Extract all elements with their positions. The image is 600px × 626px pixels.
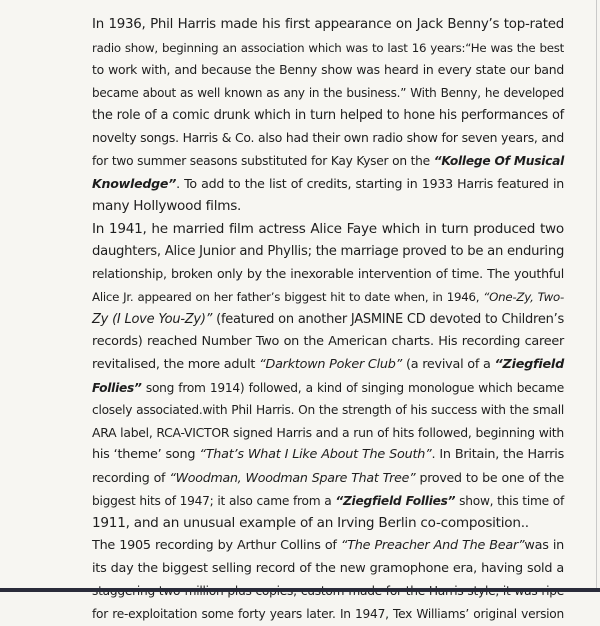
text-line (51, 150, 564, 173)
text-line (51, 241, 564, 264)
title-ziegfield-follies: “Ziegfield Follies” (335, 493, 456, 508)
text-run: . To add to the list of credits, starting in 1933 Harris featured in (176, 175, 564, 191)
title-thats-what: “That’s What I Like About The South” (199, 447, 432, 463)
text-line (51, 354, 564, 377)
text-line (51, 399, 564, 422)
text-line (51, 286, 564, 309)
text-line (51, 422, 564, 445)
text-run: for two summer seasons substituted for Kay Kyser on the (92, 153, 434, 168)
text-line (51, 467, 564, 490)
text-run: novelty songs. Harris & Co. also had their own radio show for seven years, and (92, 130, 564, 146)
text-run: biggest hits of 1947; it also came from a (92, 493, 336, 508)
text-line (51, 37, 564, 60)
text-run: radio show, beginning an association which was to last 16 years:“He was the best (92, 40, 564, 55)
text-run: . In Britain, the Harris (431, 447, 564, 463)
text-run: for re-exploitation some forty years later. In 1947, Tex Williams’ original version (92, 607, 564, 622)
text-line (51, 331, 564, 354)
text-run: his ‘theme’ song (92, 447, 200, 463)
scan-edge (0, 588, 600, 592)
text-run: show, this time of (455, 493, 564, 508)
text-line (51, 59, 564, 82)
paragraph-2 (51, 218, 564, 535)
text-run: The 1905 recording by Arthur Collins of (92, 538, 341, 554)
paragraph-1 (51, 14, 564, 218)
text-run: In 1936, Phil Harris made his first appearance on Jack Benny’s top-rated (92, 17, 564, 32)
title-one-zy-cont: Zy (I Love You-Zy)” (92, 311, 213, 327)
text-run: In 1941, he married film actress Alice Faye which in turn produced two (92, 220, 564, 237)
text-run: ARA label, RCA-VICTOR signed Harris and a run of hits followed, beginning with (92, 424, 564, 440)
text-line (51, 195, 564, 218)
text-run: many Hollywood films. (92, 198, 242, 215)
title-preacher: “The Preacher And The Bear” (340, 538, 525, 554)
text-run: became about as well known as any in the business.” With Benny, he developed (92, 85, 564, 100)
text-line (51, 263, 564, 286)
text-line (51, 105, 564, 128)
paragraph-3 (51, 535, 564, 626)
title-follies: Follies” (92, 380, 142, 395)
text-run: Alice Jr. appeared on her father’s biggest hit to date when, in 1946, (92, 289, 484, 304)
text-run: proved to be one of the (415, 470, 564, 486)
text-line (51, 558, 564, 581)
text-line (51, 535, 564, 558)
text-line (51, 173, 564, 196)
text-line (51, 603, 564, 626)
title-one-zy: “One-Zy, Two- (483, 289, 564, 304)
body-text (51, 14, 564, 626)
text-run: the role of a comic drunk which in turn helped to hone his performances of (92, 107, 564, 123)
text-line (51, 377, 564, 400)
text-run: relationship, broken only by the inexorable intervention of time. The youthful (92, 266, 564, 282)
text-run: records) reached Number Two on the American charts. His recording career (92, 334, 564, 350)
text-run: recording of (92, 470, 170, 486)
text-run: (featured on another JASMINE CD devoted to Children’s (212, 311, 564, 327)
text-line (51, 309, 564, 332)
text-run: was in (524, 538, 564, 554)
text-line (51, 14, 564, 37)
text-line (51, 82, 564, 105)
text-run: 1911, and an unusual example of an Irving Berlin co-composition.. (92, 515, 529, 532)
title-ziegfield: “Ziegfield (494, 356, 564, 372)
text-run: its day the biggest selling record of the new gramophone era, having sold a (92, 560, 564, 576)
title-darktown: “Darktown Poker Club” (259, 356, 403, 372)
text-line (51, 127, 564, 150)
text-line (51, 444, 564, 467)
text-line (51, 218, 564, 241)
text-run: (a revival of a (402, 356, 495, 372)
text-run: to work with, and because the Benny show was heard in every state our band (92, 62, 564, 78)
text-run: song from 1914) followed, a kind of singing monologue which became (141, 380, 564, 395)
title-kollege: “Kollege Of Musical (433, 153, 565, 168)
text-line (51, 512, 564, 535)
text-run: closely associated.with Phil Harris. On the strength of his success with the small (92, 403, 564, 418)
text-run: daughters, Alice Junior and Phyllis; the marriage proved to be an enduring (92, 243, 565, 259)
title-knowledge: Knowledge” (92, 175, 177, 191)
title-woodman: “Woodman, Woodman Spare That Tree” (169, 470, 416, 486)
text-run: revitalised, the more adult (92, 356, 260, 372)
text-line (51, 490, 564, 513)
